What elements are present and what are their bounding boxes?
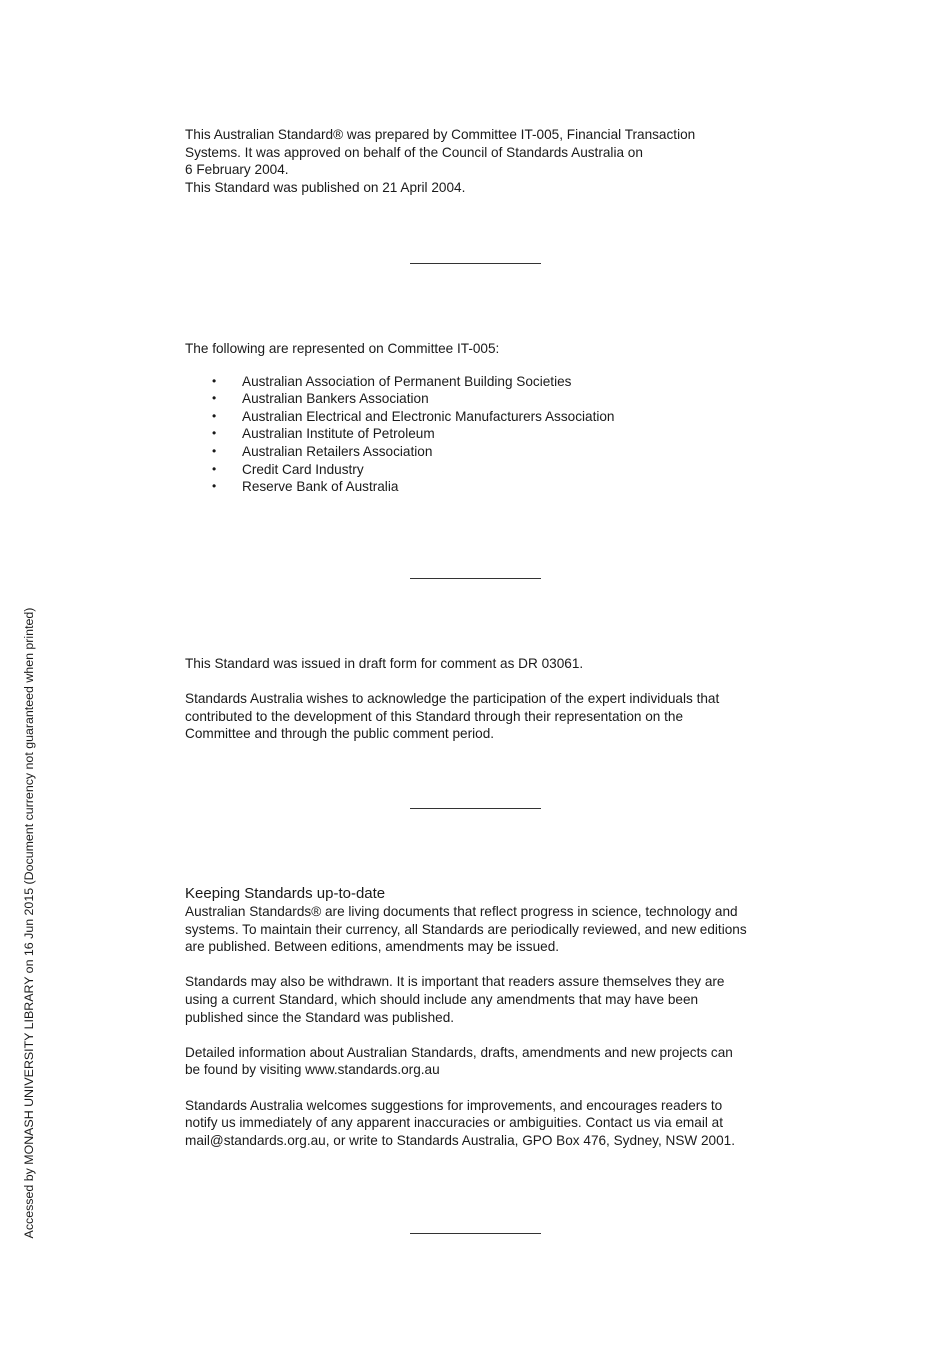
paragraph-line: published since the Standard was published. <box>185 1009 455 1025</box>
paragraph-line: using a current Standard, which should include any amendments that may have been <box>185 991 699 1007</box>
paragraph-line: notify us immediately of any apparent inaccuracies or ambiguities. Contact us via email at <box>185 1115 723 1131</box>
approval-line: Systems. It was approved on behalf of the Council of Standards Australia on <box>185 144 643 160</box>
committee-member: Australian Retailers Association <box>242 443 433 459</box>
list-item <box>185 443 785 461</box>
committee-member: Australian Bankers Association <box>242 391 429 407</box>
access-watermark-note: Accessed by MONASH UNIVERSITY LIBRARY on 16 Jun 2015 (Document currency not guaranteed when printed) <box>22 607 36 1239</box>
approval-line: 6 February 2004. <box>185 162 289 178</box>
paragraph-line: Detailed information about Australian Standards, drafts, amendments and new projects can <box>185 1044 733 1060</box>
publication-line: This Standard was published on 21 April 2004. <box>185 179 466 195</box>
bullet-icon: • <box>212 408 217 423</box>
list-item <box>185 461 785 479</box>
draft-issued-note: This Standard was issued in draft form for comment as DR 03061. <box>185 656 584 671</box>
paragraph-line: Standards may also be withdrawn. It is important that readers assure themselves they are <box>185 974 725 990</box>
committee-member: Australian Institute of Petroleum <box>242 426 435 442</box>
committee-member: Australian Electrical and Electronic Manufacturers Association <box>242 408 615 424</box>
approval-statement <box>185 126 785 196</box>
paragraph-line: are published. Between editions, amendments may be issued. <box>185 939 560 955</box>
committee-member: Credit Card Industry <box>242 461 364 477</box>
committee-member-list <box>185 373 785 496</box>
acknowledgement-line: Standards Australia wishes to acknowledge the participation of the expert individuals that <box>185 691 720 707</box>
draft-section <box>185 655 785 743</box>
section-heading: Keeping Standards up-to-date <box>185 885 386 902</box>
paragraph-line: mail@standards.org.au, or write to Standards Australia, GPO Box 476, Sydney, NSW 2001. <box>185 1132 736 1148</box>
committee-intro: The following are represented on Committee IT-005: <box>185 341 500 356</box>
acknowledgement-line: Committee and through the public comment period. <box>185 726 495 742</box>
paragraph-line: Standards Australia welcomes suggestions for improvements, and encourages readers to <box>185 1097 723 1113</box>
list-item <box>185 425 785 443</box>
section-divider <box>410 808 541 809</box>
committee-member: Australian Association of Permanent Building Societies <box>242 373 572 389</box>
bullet-icon: • <box>212 479 217 494</box>
committee-section <box>185 340 785 496</box>
paragraph-line: Australian Standards® are living documents that reflect progress in science, technology and <box>185 904 738 919</box>
section-divider <box>410 578 541 579</box>
bullet-icon: • <box>212 373 217 388</box>
list-item <box>185 373 785 391</box>
list-item <box>185 408 785 426</box>
paragraph-line: be found by visiting www.standards.org.au <box>185 1062 440 1078</box>
bullet-icon: • <box>212 426 217 441</box>
section-divider <box>410 263 541 264</box>
committee-member: Reserve Bank of Australia <box>242 479 399 495</box>
section-divider <box>410 1233 541 1234</box>
acknowledgement-line: contributed to the development of this Standard through their representation on the <box>185 708 684 724</box>
list-item <box>185 478 785 496</box>
list-item <box>185 390 785 408</box>
keeping-up-to-date-section <box>185 885 785 1149</box>
paragraph-line: systems. To maintain their currency, all Standards are periodically reviewed, and new editions <box>185 921 747 937</box>
bullet-icon: • <box>212 461 217 476</box>
bullet-icon: • <box>212 443 217 458</box>
bullet-icon: • <box>212 391 217 406</box>
approval-line: This Australian Standard® was prepared by Committee IT-005, Financial Transaction <box>185 127 696 142</box>
